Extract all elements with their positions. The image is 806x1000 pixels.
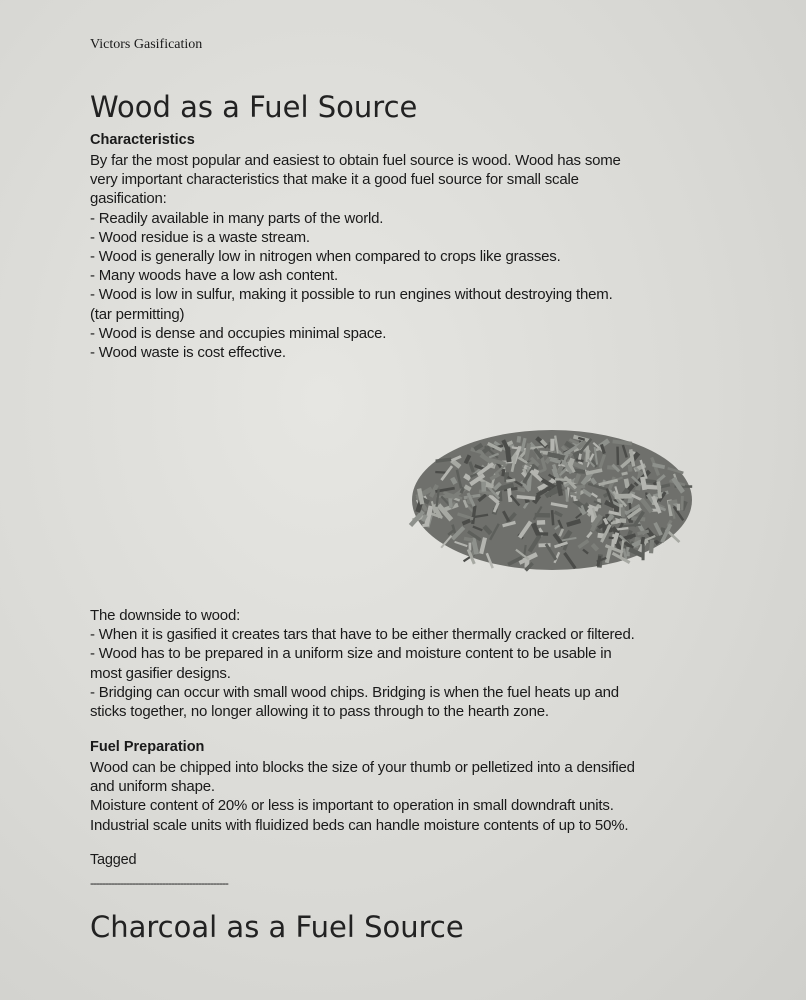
wood-chip <box>549 442 550 448</box>
wood-chip <box>566 489 567 501</box>
wood-chip <box>642 477 644 490</box>
text-line: very important characteristics that make it a good fuel source for small scale <box>90 171 579 189</box>
wood-chip <box>578 485 579 499</box>
separator: ---------------------------------------------- <box>90 876 228 890</box>
wood-chip <box>445 495 453 496</box>
wood-chip <box>435 472 445 473</box>
wood-chip <box>622 473 628 474</box>
downside-heading: The downside to wood: <box>90 607 241 624</box>
wood-chip <box>621 525 641 526</box>
wood-chip <box>464 538 473 540</box>
text-line: Wood can be chipped into blocks the size of your thumb or pelletized into a densified <box>90 759 635 776</box>
fuel-prep-paragraph <box>90 758 730 835</box>
list-item: - Bridging can occur with small wood chips. Bridging is when the fuel heats up and <box>90 683 619 701</box>
wood-chip <box>506 480 515 481</box>
list-item: (tar permitting) <box>90 305 185 323</box>
wood-chip <box>579 454 580 460</box>
list-item: most gasifier designs. <box>90 664 231 682</box>
list-item: - Wood is low in sulfur, making it possible to run engines without destroying them. <box>90 286 613 304</box>
wood-chip <box>518 436 519 442</box>
site-title: Victors Gasification <box>90 37 203 52</box>
list-item: - Wood residue is a waste stream. <box>90 228 310 246</box>
wood-chip <box>552 510 553 525</box>
wood-chips-image <box>405 400 700 590</box>
list-item: - Wood has to be prepared in a uniform size and moisture content to be usable in <box>90 645 612 663</box>
wood-chip <box>668 501 677 503</box>
tagged-label: Tagged <box>90 852 137 868</box>
fuel-prep-heading: Fuel Preparation <box>90 739 205 755</box>
downside-section <box>90 606 730 721</box>
text-line: Moisture content of 20% or less is important to operation in small downdraft units. <box>90 797 614 815</box>
wood-chip <box>615 496 632 497</box>
list-item: - When it is gasified it creates tars that have to be either thermally cracked or filtered. <box>90 626 635 644</box>
wood-chip <box>613 441 632 443</box>
list-item: sticks together, no longer allowing it to pass through to the hearth zone. <box>90 703 549 721</box>
wood-chip <box>682 496 683 510</box>
wood-chip <box>436 459 452 461</box>
wood-chip <box>555 479 571 480</box>
list-item: - Readily available in many parts of the world. <box>90 209 384 227</box>
wood-chip <box>652 465 664 468</box>
wood-chip <box>642 537 643 544</box>
text-line: Industrial scale units with fluidized beds can handle moisture contents of up to 50%. <box>90 816 629 834</box>
wood-chip <box>616 528 628 529</box>
characteristics-heading: Characteristics <box>90 132 195 148</box>
wood-chip <box>630 465 631 472</box>
text-line: By far the most popular and easiest to obtain fuel source is wood. Wood has some <box>90 152 621 169</box>
wood-chip <box>473 505 475 524</box>
wood-chip <box>486 485 494 486</box>
article-title: Wood as a Fuel Source <box>90 90 418 124</box>
wood-chip <box>465 486 471 489</box>
wood-chip <box>598 556 600 566</box>
wood-chip <box>661 485 670 487</box>
wood-chip <box>452 478 455 484</box>
wood-chip <box>658 482 660 499</box>
wood-chip <box>500 491 501 501</box>
list-item: - Many woods have a low ash content. <box>90 267 338 285</box>
wood-chip <box>558 481 561 496</box>
text-line: gasification: <box>90 190 167 208</box>
list-item: - Wood is generally low in nitrogen when compared to crops like grasses. <box>90 248 561 266</box>
text-line: and uniform shape. <box>90 778 215 796</box>
wood-chip <box>651 540 652 554</box>
wood-chip <box>464 475 470 479</box>
list-item: - Wood is dense and occupies minimal space. <box>90 324 387 342</box>
wood-chip <box>422 525 429 526</box>
wood-chip <box>517 497 536 499</box>
article2-title[interactable]: Charcoal as a Fuel Source <box>90 910 464 944</box>
list-item: - Wood waste is cost effective. <box>90 344 286 362</box>
wood-chip <box>419 489 422 505</box>
wood-chip <box>503 469 504 476</box>
intro-paragraph <box>90 151 730 362</box>
